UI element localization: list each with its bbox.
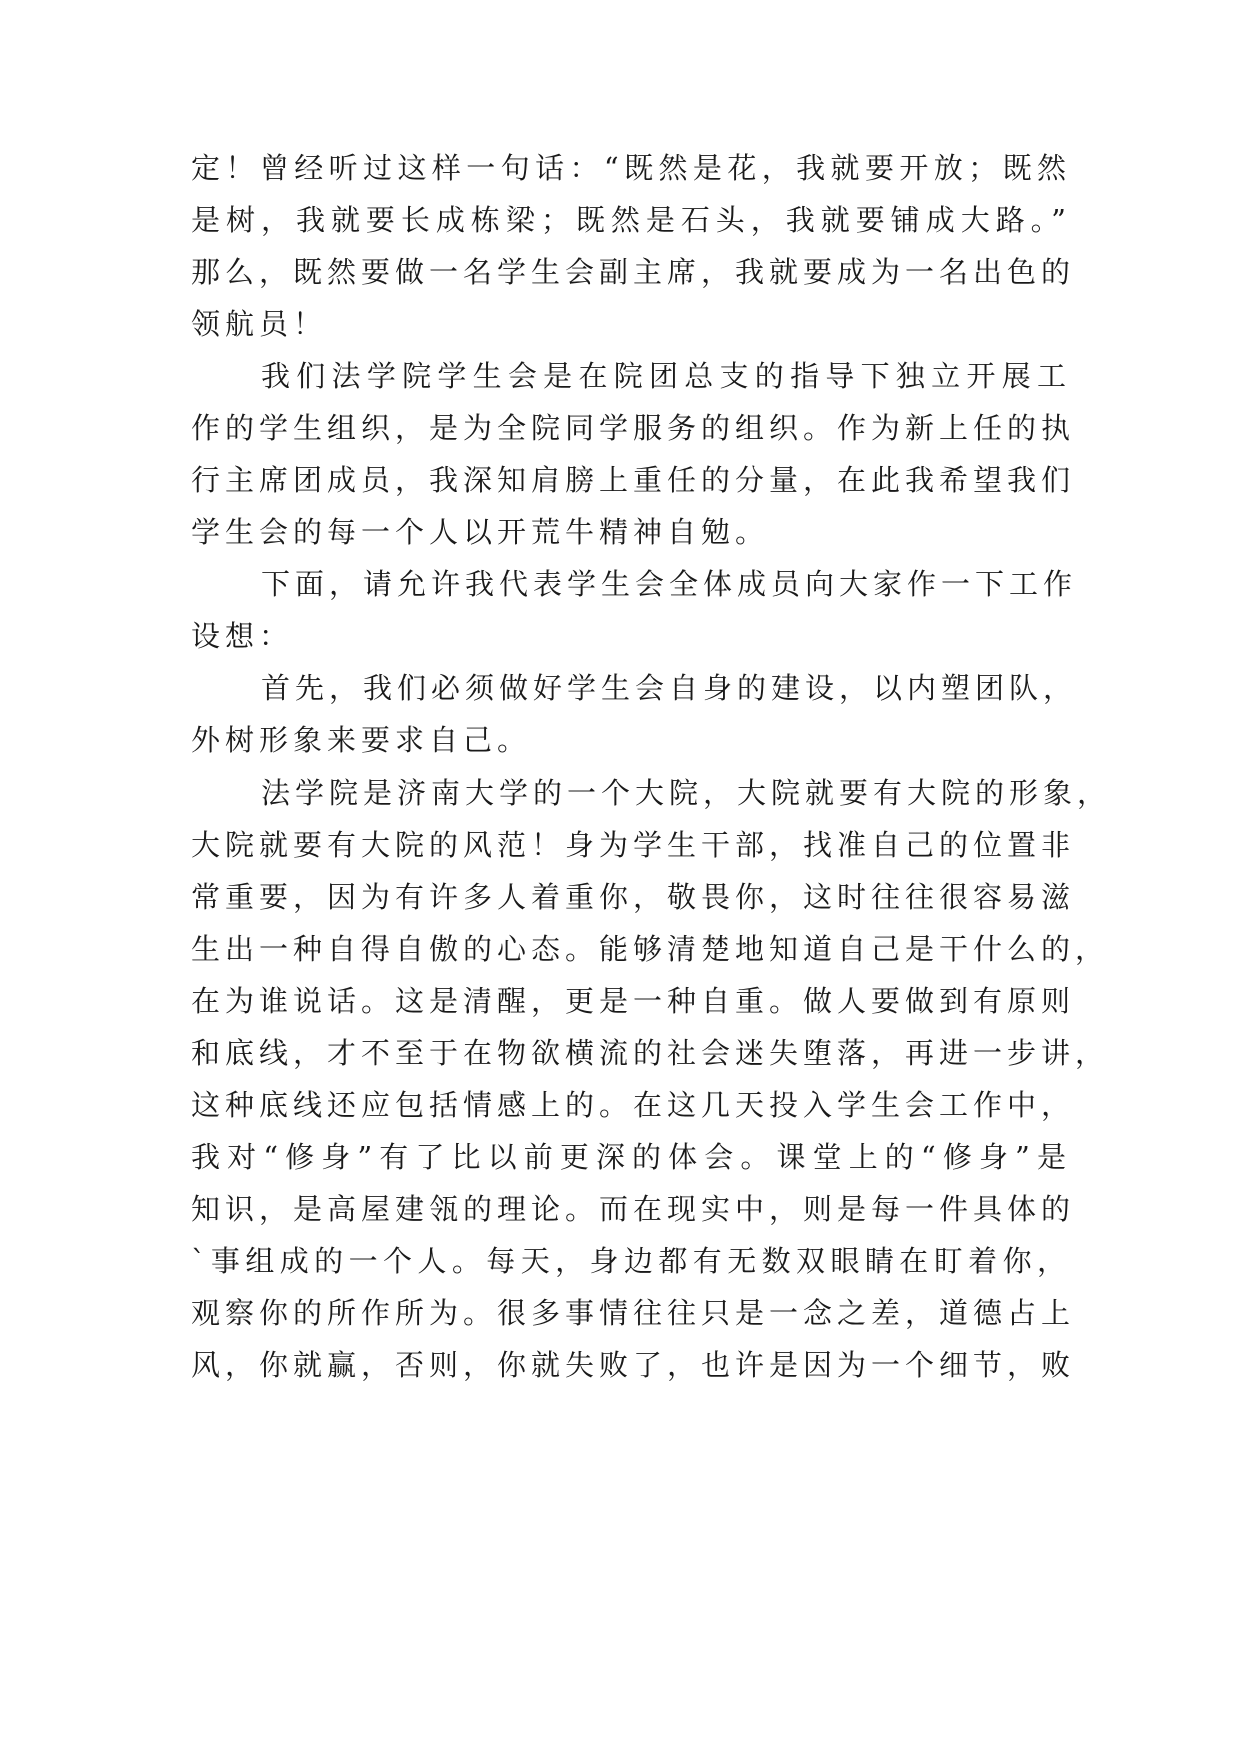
text-line: `事组成的一个人。每天，身边都有无数双眼睛在盯着你， <box>191 1244 1071 1278</box>
text-line: 知识，是高屋建瓴的理论。而在现实中，则是每一件具体的 <box>191 1192 1076 1226</box>
paragraph-first-line: 法学院是济南大学的一个大院，大院就要有大院的形象， <box>261 776 1112 810</box>
text-line: 外树形象来要求自己。 <box>191 723 532 757</box>
text-line: 这种底线还应包括情感上的。在这几天投入学生会工作中， <box>191 1088 1076 1122</box>
text-line: 大院就要有大院的风范！身为学生干部，找准自己的位置非 <box>191 828 1076 862</box>
text-line: 风，你就赢，否则，你就失败了，也许是因为一个细节，败 <box>191 1348 1076 1382</box>
text-line: 学生会的每一个人以开荒牛精神自勉。 <box>191 515 770 549</box>
paragraph-first-line: 下面，请允许我代表学生会全体成员向大家作一下工作 <box>261 567 1078 601</box>
text-line: 是树，我就要长成栋梁；既然是石头，我就要铺成大路。” <box>191 203 1071 237</box>
text-line: 作的学生组织，是为全院同学服务的组织。作为新上任的执 <box>191 411 1076 445</box>
text-line: 那么，既然要做一名学生会副主席，我就要成为一名出色的 <box>191 255 1076 289</box>
text-line: 行主席团成员，我深知肩膀上重任的分量，在此我希望我们 <box>191 463 1076 497</box>
text-line: 和底线，才不至于在物欲横流的社会迷失堕落，再进一步讲， <box>191 1036 1110 1070</box>
paragraph-first-line: 首先，我们必须做好学生会自身的建设，以内塑团队， <box>261 671 1078 705</box>
text-line: 定！曾经听过这样一句话：“既然是花，我就要开放；既然 <box>191 151 1071 185</box>
paragraph-first-line: 我们法学院学生会是在院团总支的指导下独立开展工 <box>261 359 1071 393</box>
text-line: 观察你的所作所为。很多事情往往只是一念之差，道德占上 <box>191 1296 1076 1330</box>
text-line: 领航员！ <box>191 307 328 341</box>
text-line: 生出一种自得自傲的心态。能够清楚地知道自己是干什么的， <box>191 932 1110 966</box>
text-line: 常重要，因为有许多人着重你，敬畏你，这时往往很容易滋 <box>191 880 1076 914</box>
text-line: 设想： <box>191 619 294 653</box>
text-line: 我对“修身”有了比以前更深的体会。课堂上的“修身”是 <box>191 1140 1071 1174</box>
text-line: 在为谁说话。这是清醒，更是一种自重。做人要做到有原则 <box>191 984 1076 1018</box>
